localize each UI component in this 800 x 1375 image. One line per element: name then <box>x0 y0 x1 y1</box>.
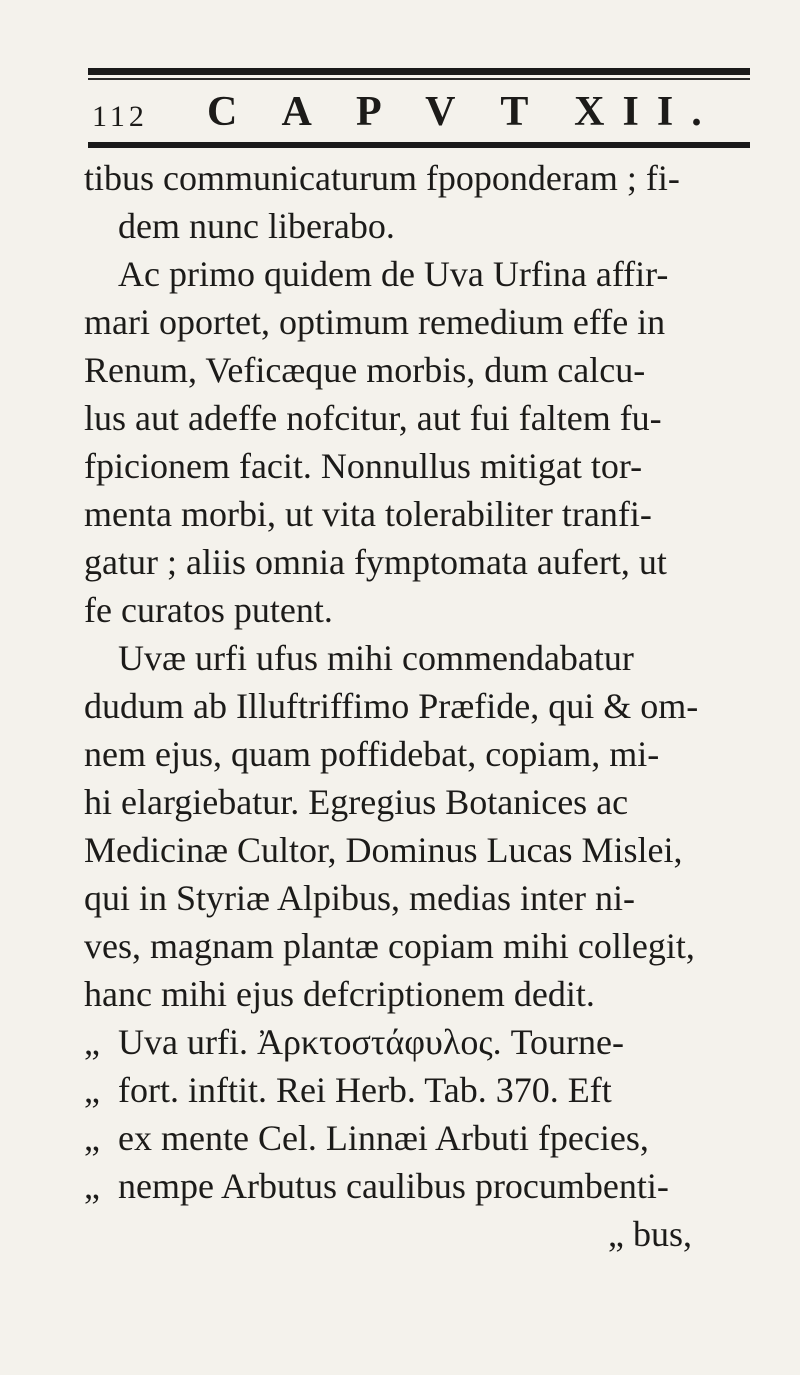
text-line: Medicinæ Cultor, Dominus Lucas Mislei, <box>84 830 683 870</box>
quoted-text: Uva urfi. Ἀρκτοστάφυλος. Tourne- <box>118 1022 625 1062</box>
text-line: fpicionem facit. Nonnullus mitigat tor- <box>84 446 643 486</box>
text-line: mari oportet, optimum remedium effe in <box>84 302 666 342</box>
quoted-text: fort. inftit. Rei Herb. Tab. 370. Eft <box>118 1070 612 1110</box>
text-line: hi elargiebatur. Egregius Botanices ac <box>84 782 629 822</box>
text-line: tibus communicaturum fpoponderam ; fi- <box>84 158 680 198</box>
quoted-line <box>84 1018 764 1066</box>
header-top-rule <box>88 68 750 75</box>
header-bottom-rule <box>88 142 750 148</box>
text-line: hanc mihi ejus defcriptionem dedit. <box>84 974 595 1014</box>
quote-mark: „ <box>608 1214 624 1254</box>
chapter-title: C A P V T XII. <box>207 89 720 135</box>
text-line: fe curatos putent. <box>84 590 333 630</box>
catchword-line <box>84 1210 764 1258</box>
text-line: Uvæ urfi ufus mihi commendabatur <box>118 638 634 678</box>
text-line: Renum, Veficæque morbis, dum calcu- <box>84 350 646 390</box>
text-line: nem ejus, quam poffidebat, copiam, mi- <box>84 734 660 774</box>
text-line: qui in Styriæ Alpibus, medias inter ni- <box>84 878 635 918</box>
body-text <box>84 154 764 1258</box>
quote-mark: „ <box>84 1118 100 1158</box>
text-line: Ac primo quidem de Uva Urfina affir- <box>118 254 669 294</box>
page-number: 112 <box>92 100 148 133</box>
text-line: menta morbi, ut vita tolerabiliter tranfi- <box>84 494 652 534</box>
catchword: bus, <box>632 1214 692 1254</box>
quoted-line <box>84 1162 764 1210</box>
quote-mark: „ <box>84 1070 100 1110</box>
text-line: dudum ab Illuftriffimo Præfide, qui & om- <box>84 686 699 726</box>
quote-mark: „ <box>84 1166 100 1206</box>
text-line: lus aut adeffe nofcitur, aut fui faltem fu- <box>84 398 662 438</box>
page-header <box>92 88 752 140</box>
quoted-text: nempe Arbutus caulibus procumbenti- <box>118 1166 669 1206</box>
quote-mark: „ <box>84 1022 100 1062</box>
quoted-text: ex mente Cel. Linnæi Arbuti fpecies, <box>118 1118 649 1158</box>
header-top-thin-rule <box>88 78 750 80</box>
quoted-line <box>84 1114 764 1162</box>
quoted-line <box>84 1066 764 1114</box>
text-line: dem nunc liberabo. <box>118 206 395 246</box>
text-line: ves, magnam plantæ copiam mihi collegit, <box>84 926 695 966</box>
text-line: gatur ; aliis omnia fymptomata aufert, ut <box>84 542 667 582</box>
